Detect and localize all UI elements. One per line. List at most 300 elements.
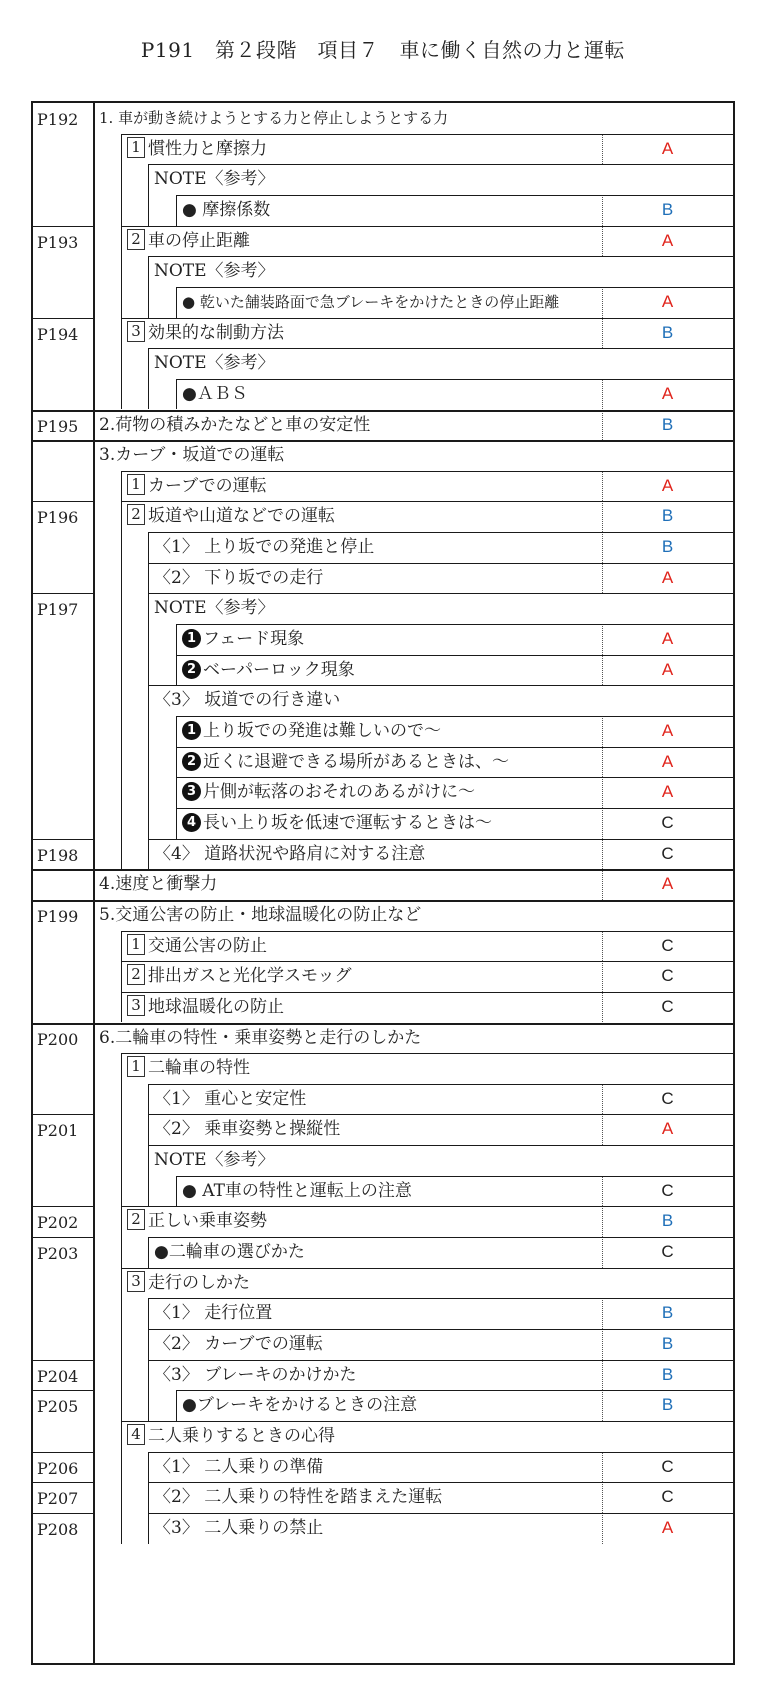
item-label: 二輪車の特性 <box>148 1058 250 1079</box>
item-label: 走行のしかた <box>148 1272 250 1293</box>
row-separator <box>121 1421 733 1422</box>
circled-number-marker: 4 <box>182 813 201 832</box>
page-number: P193 <box>37 232 79 252</box>
row-separator <box>93 440 733 442</box>
item-label: NOTE〈参考〉 <box>154 353 275 374</box>
page-separator <box>33 318 93 319</box>
row-separator <box>93 1023 733 1025</box>
grade-divider <box>602 961 603 992</box>
page-separator <box>33 1023 93 1025</box>
item-text <box>154 1114 340 1145</box>
item-label: 慣性力と摩擦力 <box>148 138 267 159</box>
table-row <box>33 1329 733 1360</box>
grade-divider <box>602 777 603 808</box>
item-text <box>154 532 374 563</box>
table-row <box>33 1268 733 1299</box>
item-text <box>182 747 509 778</box>
item-text <box>127 1421 335 1452</box>
grade-divider <box>602 1452 603 1483</box>
table-row <box>33 777 733 808</box>
item-text <box>127 1206 267 1237</box>
item-label: NOTE〈参考〉 <box>154 169 275 190</box>
table-row <box>33 1206 733 1237</box>
grade-label: C <box>661 812 674 832</box>
indent-guide <box>176 1176 177 1207</box>
table-row <box>33 440 733 471</box>
item-text <box>182 1176 412 1207</box>
item-text <box>182 287 559 318</box>
indent-guide <box>121 471 122 869</box>
item-text <box>154 1237 305 1268</box>
page-separator <box>33 440 93 442</box>
table-row <box>33 1390 733 1421</box>
table-row <box>33 1421 733 1452</box>
item-text <box>182 777 475 808</box>
box-number-marker: 2 <box>127 964 145 985</box>
table-row <box>33 593 733 624</box>
page-separator <box>33 1114 93 1115</box>
grade-label: B <box>661 506 674 526</box>
table-row <box>33 471 733 502</box>
item-text <box>127 134 267 165</box>
indent-guide <box>148 256 149 317</box>
grade-label: A <box>661 782 674 802</box>
page-number: P201 <box>37 1121 79 1141</box>
table-row <box>33 256 733 287</box>
table-row <box>33 961 733 992</box>
grade-divider <box>602 1176 603 1207</box>
grade-label: A <box>661 567 674 587</box>
grade-divider <box>602 655 603 686</box>
page-separator <box>33 1513 93 1514</box>
item-label: 片側が転落のおそれのあるがけに～ <box>203 782 475 803</box>
table-row <box>33 1237 733 1268</box>
item-label: 〈1〉 重心と安定性 <box>154 1088 307 1109</box>
indent-guide <box>121 1053 122 1543</box>
table-row <box>33 1084 733 1115</box>
page-separator <box>33 1482 93 1483</box>
grade-divider <box>602 287 603 318</box>
row-separator <box>176 655 733 656</box>
grade-label: C <box>661 996 674 1016</box>
row-separator <box>176 287 733 288</box>
item-text <box>99 900 421 931</box>
grade-divider <box>602 747 603 778</box>
item-text <box>154 1513 323 1544</box>
grade-label: A <box>661 383 674 403</box>
item-text <box>182 624 304 655</box>
grade-divider <box>602 1329 603 1360</box>
grade-divider <box>602 379 603 410</box>
table-row <box>33 747 733 778</box>
row-separator <box>121 134 733 135</box>
table-row <box>33 195 733 226</box>
item-text <box>154 1482 442 1513</box>
grade-label: A <box>661 721 674 740</box>
circled-number-marker: 2 <box>182 752 201 771</box>
table-row <box>33 348 733 379</box>
page-separator <box>33 593 93 594</box>
box-number-marker: 2 <box>127 504 145 525</box>
item-text <box>182 1390 417 1421</box>
box-number-marker: 2 <box>127 1209 145 1230</box>
item-label: 〈2〉 カーブでの運転 <box>154 1334 323 1354</box>
grade-label: B <box>661 1364 674 1384</box>
row-separator <box>176 777 733 778</box>
row-separator <box>148 563 733 564</box>
table-row <box>33 624 733 655</box>
item-label: 3.カーブ・坂道での運転 <box>99 445 285 466</box>
table-row <box>33 931 733 962</box>
grade-label: C <box>661 966 674 986</box>
table-row <box>33 992 733 1023</box>
item-label: ベーパーロック現象 <box>203 659 355 680</box>
item-label: 2.荷物の積みかたなどと車の安定性 <box>99 414 371 435</box>
item-label: 効果的な制動方法 <box>148 322 284 343</box>
box-number-marker: 3 <box>127 321 145 342</box>
grade-divider <box>602 318 603 349</box>
row-separator <box>121 226 733 227</box>
item-text <box>182 808 492 839</box>
row-separator <box>176 1176 733 1177</box>
indent-guide <box>148 164 149 225</box>
grade-divider <box>602 410 603 441</box>
grade-label: C <box>661 1487 674 1507</box>
page-separator <box>33 1360 93 1361</box>
table-row <box>33 685 733 716</box>
grade-divider <box>602 1114 603 1145</box>
grade-label: C <box>661 1242 674 1262</box>
page-separator <box>33 1452 93 1453</box>
indent-guide <box>176 195 177 226</box>
item-label: 〈2〉 乗車姿勢と操縦性 <box>154 1119 341 1140</box>
row-separator <box>121 992 733 993</box>
table-row <box>33 1513 733 1544</box>
table-row <box>33 808 733 839</box>
row-separator <box>148 164 733 165</box>
page-number: P208 <box>37 1519 79 1539</box>
item-text <box>127 471 267 502</box>
page-number: P196 <box>37 508 79 528</box>
item-text <box>127 1268 250 1299</box>
table-row <box>33 410 733 441</box>
page-number: P203 <box>37 1244 79 1264</box>
grade-label: A <box>661 1119 674 1139</box>
table-row <box>33 226 733 257</box>
table-row <box>33 1176 733 1207</box>
item-text <box>127 961 352 992</box>
page-number: P206 <box>37 1458 79 1478</box>
box-number-marker: 1 <box>127 1056 145 1077</box>
grade-divider <box>602 1513 603 1544</box>
row-separator <box>148 1360 733 1361</box>
item-text <box>154 164 275 195</box>
grade-label: C <box>661 1456 674 1476</box>
row-separator <box>148 593 733 594</box>
table-row <box>33 164 733 195</box>
item-text <box>182 195 270 226</box>
item-label: 上り坂での発進は難しいので～ <box>203 721 441 741</box>
grade-label: A <box>661 629 674 649</box>
grade-divider <box>602 226 603 257</box>
page-separator <box>33 869 93 871</box>
row-separator <box>148 1237 733 1238</box>
row-separator <box>121 1053 733 1054</box>
item-text <box>154 839 425 870</box>
row-separator <box>148 1482 733 1483</box>
grade-divider <box>602 134 603 165</box>
item-label: NOTE〈参考〉 <box>154 598 275 619</box>
page-separator <box>33 226 93 227</box>
row-separator <box>148 685 733 686</box>
row-separator <box>176 379 733 380</box>
row-separator <box>121 961 733 962</box>
item-label: 坂道や山道などでの運転 <box>148 506 335 527</box>
item-label: ● AT車の特性と運転上の注意 <box>182 1180 412 1201</box>
table-row <box>33 103 733 134</box>
grade-divider <box>602 471 603 502</box>
grade-label: B <box>661 1211 674 1231</box>
item-text <box>154 1298 272 1329</box>
indent-guide <box>148 1298 149 1421</box>
grade-label: B <box>661 537 674 557</box>
row-separator <box>93 869 733 871</box>
item-text <box>154 1145 275 1176</box>
item-text <box>154 563 323 594</box>
item-label: 6.二輪車の特性・乗車姿勢と走行のしかた <box>99 1027 422 1048</box>
row-separator <box>121 931 733 932</box>
indent-guide <box>148 348 149 409</box>
grade-label: A <box>661 659 674 679</box>
row-separator <box>148 532 733 533</box>
item-text <box>127 931 267 962</box>
item-text <box>154 593 275 624</box>
item-label: ● 乾いた舗装路面で急ブレーキをかけたときの停止距離 <box>182 292 560 311</box>
page-separator <box>33 1390 93 1391</box>
item-label: 排出ガスと光化学スモッグ <box>148 966 352 987</box>
table-row <box>33 318 733 349</box>
grade-divider <box>602 839 603 870</box>
item-label: 〈4〉 道路状況や路肩に対する注意 <box>154 843 426 864</box>
row-separator <box>148 1452 733 1453</box>
circled-number-marker: 2 <box>182 660 201 679</box>
item-label: ●二輪車の選びかた <box>154 1242 305 1263</box>
indent-guide <box>148 1237 149 1268</box>
page-separator <box>33 501 93 502</box>
indent-guide <box>176 1390 177 1421</box>
page-separator <box>33 900 93 902</box>
box-number-marker: 3 <box>127 995 145 1016</box>
page-title: P191 第２段階 項目７ 車に働く自然の力と運転 <box>140 38 626 62</box>
item-label: ●ＡＢＳ <box>182 383 248 404</box>
item-text <box>99 410 370 441</box>
grade-label: A <box>661 1517 674 1537</box>
item-text <box>154 256 275 287</box>
indent-guide <box>176 716 177 839</box>
item-label: 〈1〉 走行位置 <box>154 1303 273 1324</box>
item-text <box>182 379 248 410</box>
grade-label: C <box>661 843 674 863</box>
indent-guide <box>176 287 177 318</box>
box-number-marker: 2 <box>127 229 145 250</box>
grade-label: A <box>661 874 674 894</box>
item-label: カーブでの運転 <box>148 475 267 496</box>
row-separator <box>148 256 733 257</box>
indent-guide <box>148 1452 149 1544</box>
item-text <box>182 655 355 686</box>
box-number-marker: 3 <box>127 1271 145 1292</box>
row-separator <box>121 1206 733 1207</box>
grade-label: B <box>661 1395 674 1415</box>
indent-guide <box>176 624 177 685</box>
table-row <box>33 839 733 870</box>
table-row <box>33 900 733 931</box>
page-number: P207 <box>37 1489 79 1509</box>
item-label: ● 摩擦係数 <box>182 199 271 220</box>
table-row <box>33 1053 733 1084</box>
item-label: 〈1〉 上り坂での発進と停止 <box>154 537 375 558</box>
table-row <box>33 716 733 747</box>
row-separator <box>121 318 733 319</box>
page-number: P197 <box>37 600 79 620</box>
grade-label: A <box>661 291 674 311</box>
page-separator <box>33 410 93 412</box>
item-text <box>127 992 284 1023</box>
item-text <box>182 716 441 747</box>
box-number-marker: 4 <box>127 1424 145 1445</box>
item-text <box>154 348 275 379</box>
item-label: フェード現象 <box>203 629 305 650</box>
row-separator <box>148 839 733 840</box>
table-row <box>33 869 733 900</box>
table-row <box>33 1298 733 1329</box>
table-row <box>33 1482 733 1513</box>
row-separator <box>176 747 733 748</box>
item-label: 5.交通公害の防止・地球温暖化の防止など <box>99 904 422 925</box>
page-number: P202 <box>37 1213 79 1233</box>
grade-divider <box>602 195 603 226</box>
table-row <box>33 655 733 686</box>
page-separator <box>33 839 93 840</box>
box-number-marker: 1 <box>127 474 145 495</box>
item-text <box>127 1053 250 1084</box>
item-label: NOTE〈参考〉 <box>154 1150 275 1171</box>
grade-divider <box>602 716 603 747</box>
grade-divider <box>602 1482 603 1513</box>
item-label: 二人乗りするときの心得 <box>148 1425 335 1446</box>
grade-divider <box>602 808 603 839</box>
row-separator <box>148 1114 733 1115</box>
item-label: 車の停止距離 <box>148 230 250 251</box>
table-row <box>33 287 733 318</box>
row-separator <box>148 1084 733 1085</box>
item-label: 〈2〉 二人乗りの特性を踏まえた運転 <box>154 1487 443 1508</box>
item-text <box>127 226 250 257</box>
grade-divider <box>602 532 603 563</box>
row-separator <box>93 900 733 902</box>
grade-label: B <box>661 414 674 434</box>
grade-label: B <box>661 199 674 219</box>
table-row <box>33 563 733 594</box>
row-separator <box>148 1513 733 1514</box>
grade-label: B <box>661 322 674 342</box>
item-label: 交通公害の防止 <box>148 935 267 956</box>
table-row <box>33 134 733 165</box>
row-separator <box>176 195 733 196</box>
table-row <box>33 1452 733 1483</box>
table-row <box>33 1360 733 1391</box>
item-text <box>154 1452 323 1483</box>
indent-guide <box>148 532 149 869</box>
grade-divider <box>602 1206 603 1237</box>
row-separator <box>148 348 733 349</box>
table-row <box>33 1023 733 1054</box>
grade-divider <box>602 501 603 532</box>
grade-label: C <box>661 935 674 955</box>
grade-label: A <box>661 751 674 771</box>
table-row <box>33 1114 733 1145</box>
page-number: P204 <box>37 1366 79 1386</box>
item-label: ●ブレーキをかけるときの注意 <box>182 1395 418 1416</box>
grade-divider <box>602 624 603 655</box>
circled-number-marker: 1 <box>182 721 201 740</box>
item-text <box>99 869 217 900</box>
item-text <box>127 318 284 349</box>
page-number: P205 <box>37 1397 79 1417</box>
item-text <box>99 103 448 134</box>
item-text <box>99 1023 421 1054</box>
page-number: P192 <box>37 110 79 129</box>
item-label: 〈3〉 坂道での行き違い <box>154 690 341 711</box>
row-separator <box>121 1268 733 1269</box>
row-separator <box>93 410 733 412</box>
circled-number-marker: 3 <box>182 782 201 801</box>
page-separator <box>33 1206 93 1207</box>
row-separator <box>176 716 733 717</box>
item-label: 1. 車が動き続けようとする力と停止しようとする力 <box>99 109 449 127</box>
box-number-marker: 1 <box>127 934 145 955</box>
grade-label: A <box>661 230 674 250</box>
grade-label: A <box>661 475 674 495</box>
item-label: 正しい乗車姿勢 <box>148 1211 267 1232</box>
box-number-marker: 1 <box>127 137 145 158</box>
item-text <box>154 1360 357 1391</box>
item-label: 〈3〉 ブレーキのかけかた <box>154 1364 357 1385</box>
item-text <box>154 1329 323 1360</box>
row-separator <box>176 808 733 809</box>
item-label: 近くに退避できる場所があるときは、～ <box>203 751 509 772</box>
page-number: P200 <box>37 1029 79 1049</box>
item-text <box>99 440 284 471</box>
grade-label: C <box>661 1180 674 1200</box>
item-label: 地球温暖化の防止 <box>148 996 284 1017</box>
row-separator <box>121 501 733 502</box>
table-row <box>33 532 733 563</box>
grade-label: A <box>661 138 674 158</box>
page-number: P194 <box>37 324 79 344</box>
page-number: P198 <box>37 845 79 865</box>
grade-label: B <box>661 1303 674 1323</box>
indent-guide <box>121 134 122 410</box>
grade-divider <box>602 992 603 1023</box>
indent-guide <box>121 931 122 1023</box>
item-text <box>154 1084 306 1115</box>
item-label: 4.速度と衝撃力 <box>99 874 218 895</box>
item-label: 〈3〉 二人乗りの禁止 <box>154 1517 324 1538</box>
row-separator <box>176 624 733 625</box>
item-label: NOTE〈参考〉 <box>154 261 275 282</box>
grade-divider <box>602 1237 603 1268</box>
